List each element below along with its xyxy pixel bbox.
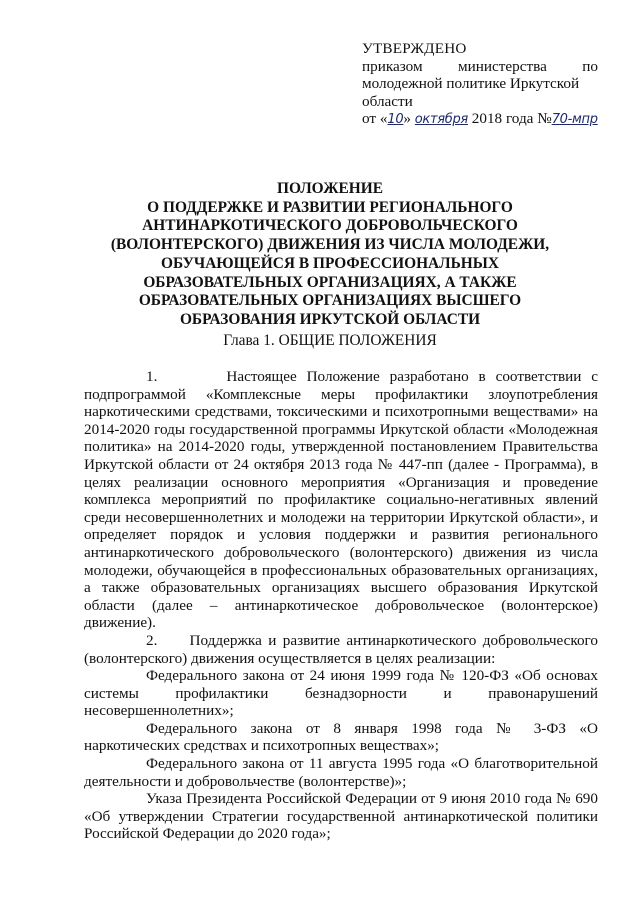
legal-basis-item: Федерального закона от 11 августа 1995 года «О благотворительной деятельности и добровольчестве (волонтерстве)»; [84, 755, 598, 790]
date-year: 2018 года № [467, 110, 552, 128]
handwritten-day: 10 [387, 112, 404, 128]
title-line: ПОЛОЖЕНИЕ [277, 180, 383, 197]
approval-line-3: области [362, 92, 413, 110]
approval-line-1: приказом министерства по [362, 57, 598, 75]
title-line: (ВОЛОНТЕРСКОГО) ДВИЖЕНИЯ ИЗ ЧИСЛА МОЛОДЕЖИ, [110, 236, 550, 254]
approval-heading: УТВЕРЖДЕНО [362, 40, 467, 57]
paragraph-2: 2. Поддержка и развитие антинаркотического добровольческого (волонтерского) движения осуществляется в целях реализации: [84, 631, 598, 667]
title-line: АНТИНАРКОТИЧЕСКОГО ДОБРОВОЛЬЧЕСКОГО [142, 217, 518, 235]
date-mid: » [403, 110, 415, 128]
date-prefix: от « [362, 110, 388, 128]
approval-date-line [362, 110, 598, 129]
title-line: ОБРАЗОВАТЕЛЬНЫХ ОРГАНИЗАЦИЯХ ВЫСШЕГО [138, 292, 522, 310]
approval-line-2: молодежной политике Иркутской [362, 75, 580, 93]
legal-basis-item: Федерального закона от 24 июня 1999 года № 120-ФЗ «Об основах системы профилактики безнадзорности и правонарушений несовершеннолетних»; [84, 667, 598, 720]
title-line: ОБРАЗОВАТЕЛЬНЫХ ОРГАНИЗАЦИЯХ, А ТАКЖЕ [143, 273, 517, 291]
handwritten-month: октября [414, 112, 468, 128]
document-body [84, 368, 598, 843]
handwritten-number: 70-мпр [551, 112, 598, 128]
legal-basis-item: Федерального закона от 8 января 1998 года № 3-ФЗ «О наркотических средствах и психотропных веществах»; [84, 719, 598, 755]
legal-basis-item: Указа Президента Российской Федерации от 9 июня 2010 года № 690 «Об утверждении Стратегии государственной антинаркотической политики Российской Федерации до 2020 года»; [84, 790, 598, 843]
title-line: О ПОДДЕРЖКЕ И РАЗВИТИИ РЕГИОНАЛЬНОГО [147, 198, 513, 216]
title-line: ОБУЧАЮЩЕЙСЯ В ПРОФЕССИОНАЛЬНЫХ [161, 254, 499, 272]
paragraph-1: 1. Настоящее Положение разработано в соответствии с подпрограммой «Комплексные меры профилактики злоупотребления наркотическими средствами, токсическими и психотропными веществами» на 2014-2020 годы государственной программы Иркутской области «Молодежная политика» на 2014-2020 годы, утвержденной постановлением Правительства Иркутской области от 24 октября 2013 года № 447-пп (далее - Программа), в целях реализации основного мероприятия «Организация и проведение комплекса мероприятий по профилактике социально-негативных явлений среди несовершеннолетних и молодежи на территории Иркутской области», и определяет порядок и условия поддержки и развития регионального антинаркотического добровольческого (волонтерского) движения из числа молодежи, обучающейся в профессиональных образовательных организациях, а также образовательных организациях высшего образования Иркутской области (далее – антинаркотическое добровольческое (волонтерское) движение). [84, 368, 598, 632]
title-line: ОБРАЗОВАНИЯ ИРКУТСКОЙ ОБЛАСТИ [179, 310, 481, 328]
document-title [110, 180, 550, 330]
chapter-heading: Глава 1. ОБЩИЕ ПОЛОЖЕНИЯ [223, 332, 437, 349]
approval-stamp [362, 40, 598, 129]
